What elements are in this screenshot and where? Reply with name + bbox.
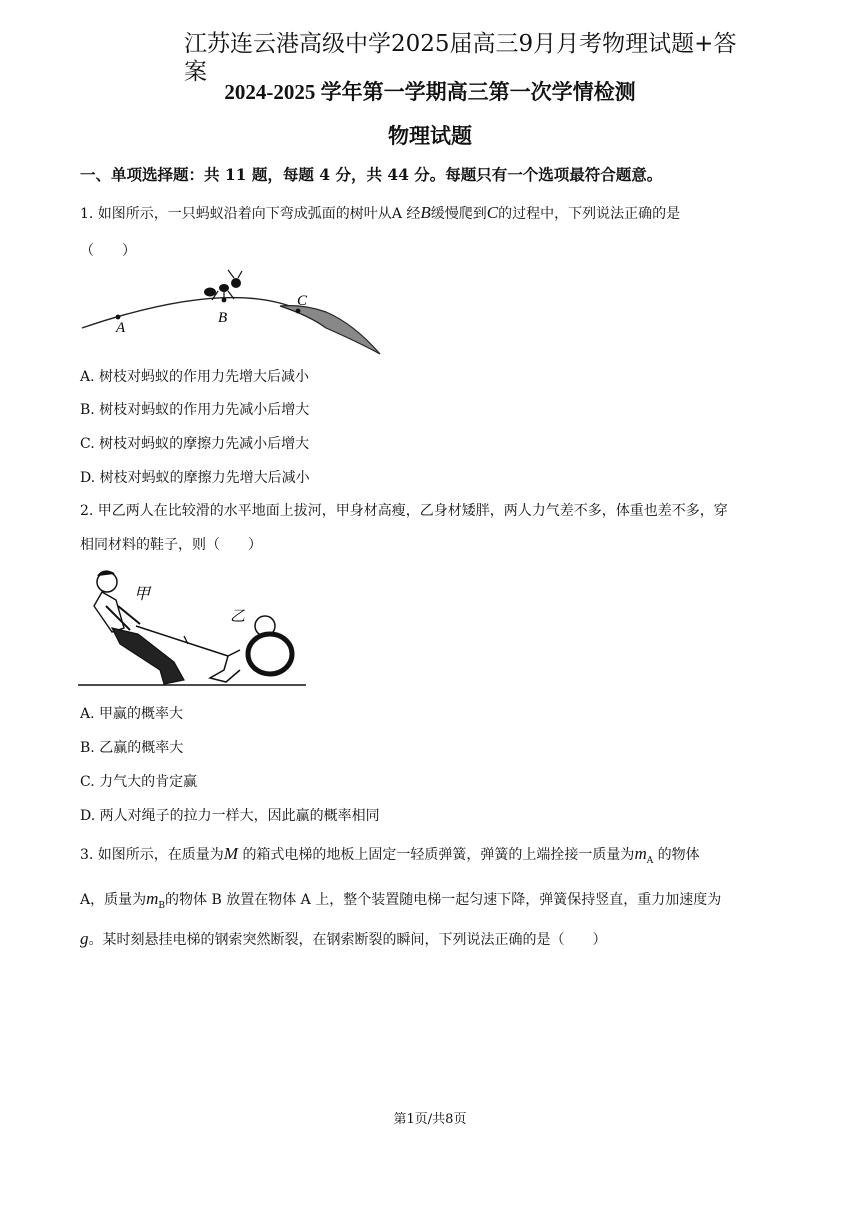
q1-text: 缓慢爬到 bbox=[430, 206, 487, 222]
page-number: 第1页/共8页 bbox=[393, 1112, 467, 1127]
ant-icon bbox=[204, 270, 242, 300]
gravity-symbol: g bbox=[80, 929, 89, 948]
figure-label-jia: 甲 bbox=[134, 586, 151, 603]
q1-point-a: A bbox=[391, 206, 402, 222]
question-2-stem-line2: 相同材料的鞋子，则（ ） bbox=[80, 537, 262, 553]
document-title: 江苏连云港高级中学2025届高三9月月考物理试题+答案 bbox=[184, 31, 737, 85]
q1-text: 1. 如图所示，一只蚂蚁沿着向下弯成弧面的树叶从 bbox=[80, 206, 392, 222]
q1-answer-paren: （ ） bbox=[80, 243, 136, 259]
question-1-stem bbox=[80, 203, 780, 224]
q1-option-a: A. 树枝对蚂蚁的作用力先增大后减小 bbox=[80, 369, 310, 385]
figure-label-c: C bbox=[297, 293, 308, 309]
question-2-stem-line1: 2. 甲乙两人在比较滑的水平地面上拔河，甲身材高瘦，乙身材矮胖，两人力气差不多，体重也差不多，穿 bbox=[80, 503, 728, 519]
q1-point-b: B bbox=[420, 203, 431, 222]
question-3-stem-line2: A，质量为$m_B$的物体 B 放置在物体 A 上，整个装置随电梯一起匀速下降，弹簧保持竖直，重力加速度为 bbox=[80, 889, 722, 911]
figure-label-b: B bbox=[218, 310, 228, 326]
q1-option-d: D. 树枝对蚂蚁的摩擦力先增大后减小 bbox=[80, 470, 310, 486]
q1-option-c: C. 树枝对蚂蚁的摩擦力先减小后增大 bbox=[80, 436, 310, 452]
figure-label-yi: 乙 bbox=[230, 609, 246, 625]
q2-option-b: B. 乙赢的概率大 bbox=[80, 740, 184, 756]
q1-point-c: C bbox=[486, 203, 499, 222]
q1-option-b: B. 树枝对蚂蚁的作用力先减小后增大 bbox=[80, 402, 310, 418]
q2-option-a: A. 甲赢的概率大 bbox=[80, 706, 184, 722]
tug-of-war-figure bbox=[78, 566, 308, 690]
mass-m-symbol: M bbox=[223, 844, 238, 863]
q1-text: 经 bbox=[406, 206, 421, 222]
mass-mb-symbol: m bbox=[146, 889, 159, 908]
q2-option-c: C. 力气大的肯定赢 bbox=[80, 774, 198, 790]
q2-option-d: D. 两人对绳子的拉力一样大，因此赢的概率相同 bbox=[80, 808, 380, 824]
exam-subject-heading: 物理试题 bbox=[388, 123, 472, 148]
question-3-stem-line3: g。某时刻悬挂电梯的钢索突然断裂，在钢索断裂的瞬间，下列说法正确的是（ ） bbox=[80, 929, 607, 948]
figure-label-a: A bbox=[116, 320, 126, 336]
q1-text: 的过程中，下列说法正确的是 bbox=[498, 206, 681, 222]
exam-heading: 2024-2025 学年第一学期高三第一次学情检测 bbox=[224, 80, 636, 104]
section-title: 一、单项选择题：共 11 题，每题 4 分，共 44 分。每题只有一个选项最符合题意。 bbox=[80, 165, 663, 184]
question-3-stem-line1: 3. 如图所示，在质量为M 的箱式电梯的地板上固定一轻质弹簧，弹簧的上端拴接一质量为$m_A$ 的物体 bbox=[80, 844, 700, 866]
ant-on-leaf-figure bbox=[78, 266, 388, 360]
mass-ma-symbol: m bbox=[634, 844, 647, 863]
